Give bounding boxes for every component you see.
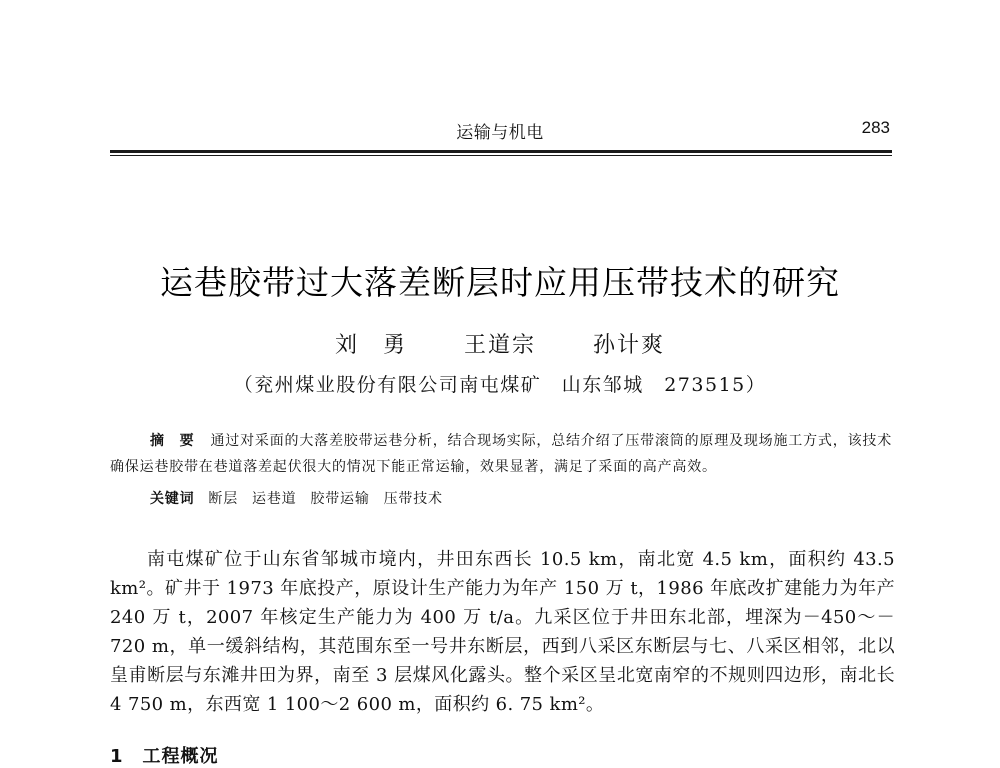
header-rule-thin: [110, 155, 892, 156]
keyword-item: 断层: [208, 491, 239, 507]
keyword-item: 运巷道: [252, 491, 297, 507]
keywords: [150, 486, 892, 512]
author-1: 刘 勇: [334, 333, 407, 358]
keywords-label: 关键词: [150, 491, 195, 507]
section-heading: 1 工程概况: [110, 746, 219, 767]
running-header-section: 运输与机电: [456, 123, 544, 143]
keyword-item: 胶带运输: [310, 491, 370, 507]
body-paragraph: 南屯煤矿位于山东省邹城市境内，井田东西长 10.5 km，南北宽 4.5 km，面积约 43.5 km²。矿井于 1973 年底投产，原设计生产能力为年产 150 万 t，1986 年底改扩建能力为年产 240 万 t，2007 年核定生产能力为 400 万 t/a。九采区位于井田东北部，埋深为－450～－720 m，单一缓斜结构，其范围东至一号井东断层，西到八采区东断层与七、八采区相邻，北以皇甫断层与东滩井田为界，南至 3 层煤风化露头。整个采区呈北宽南窄的不规则四边形，南北长 4 750 m，东西宽 1 100～2 600 m，面积约 6. 75 km²。: [110, 549, 895, 715]
abstract: [110, 428, 892, 480]
author-list: [0, 328, 1000, 359]
paper-title: 运巷胶带过大落差断层时应用压带技术的研究: [160, 263, 840, 302]
header-rule-thick: [110, 150, 892, 153]
affiliation: （兖州煤业股份有限公司南屯煤矿 山东邹城 273515）: [233, 374, 767, 396]
abstract-text: 通过对采面的大落差胶带运巷分析，结合现场实际，总结介绍了压带滚筒的原理及现场施工方式，该技术确保运巷胶带在巷道落差起伏很大的情况下能正常运输，效果显著，满足了采面的高产高效。: [110, 433, 892, 475]
author-2: 王道宗: [463, 333, 536, 358]
keyword-item: 压带技术: [383, 491, 443, 507]
page-number: 283: [861, 118, 890, 137]
author-3: 孙计爽: [593, 333, 666, 358]
abstract-label: 摘 要: [150, 433, 195, 449]
